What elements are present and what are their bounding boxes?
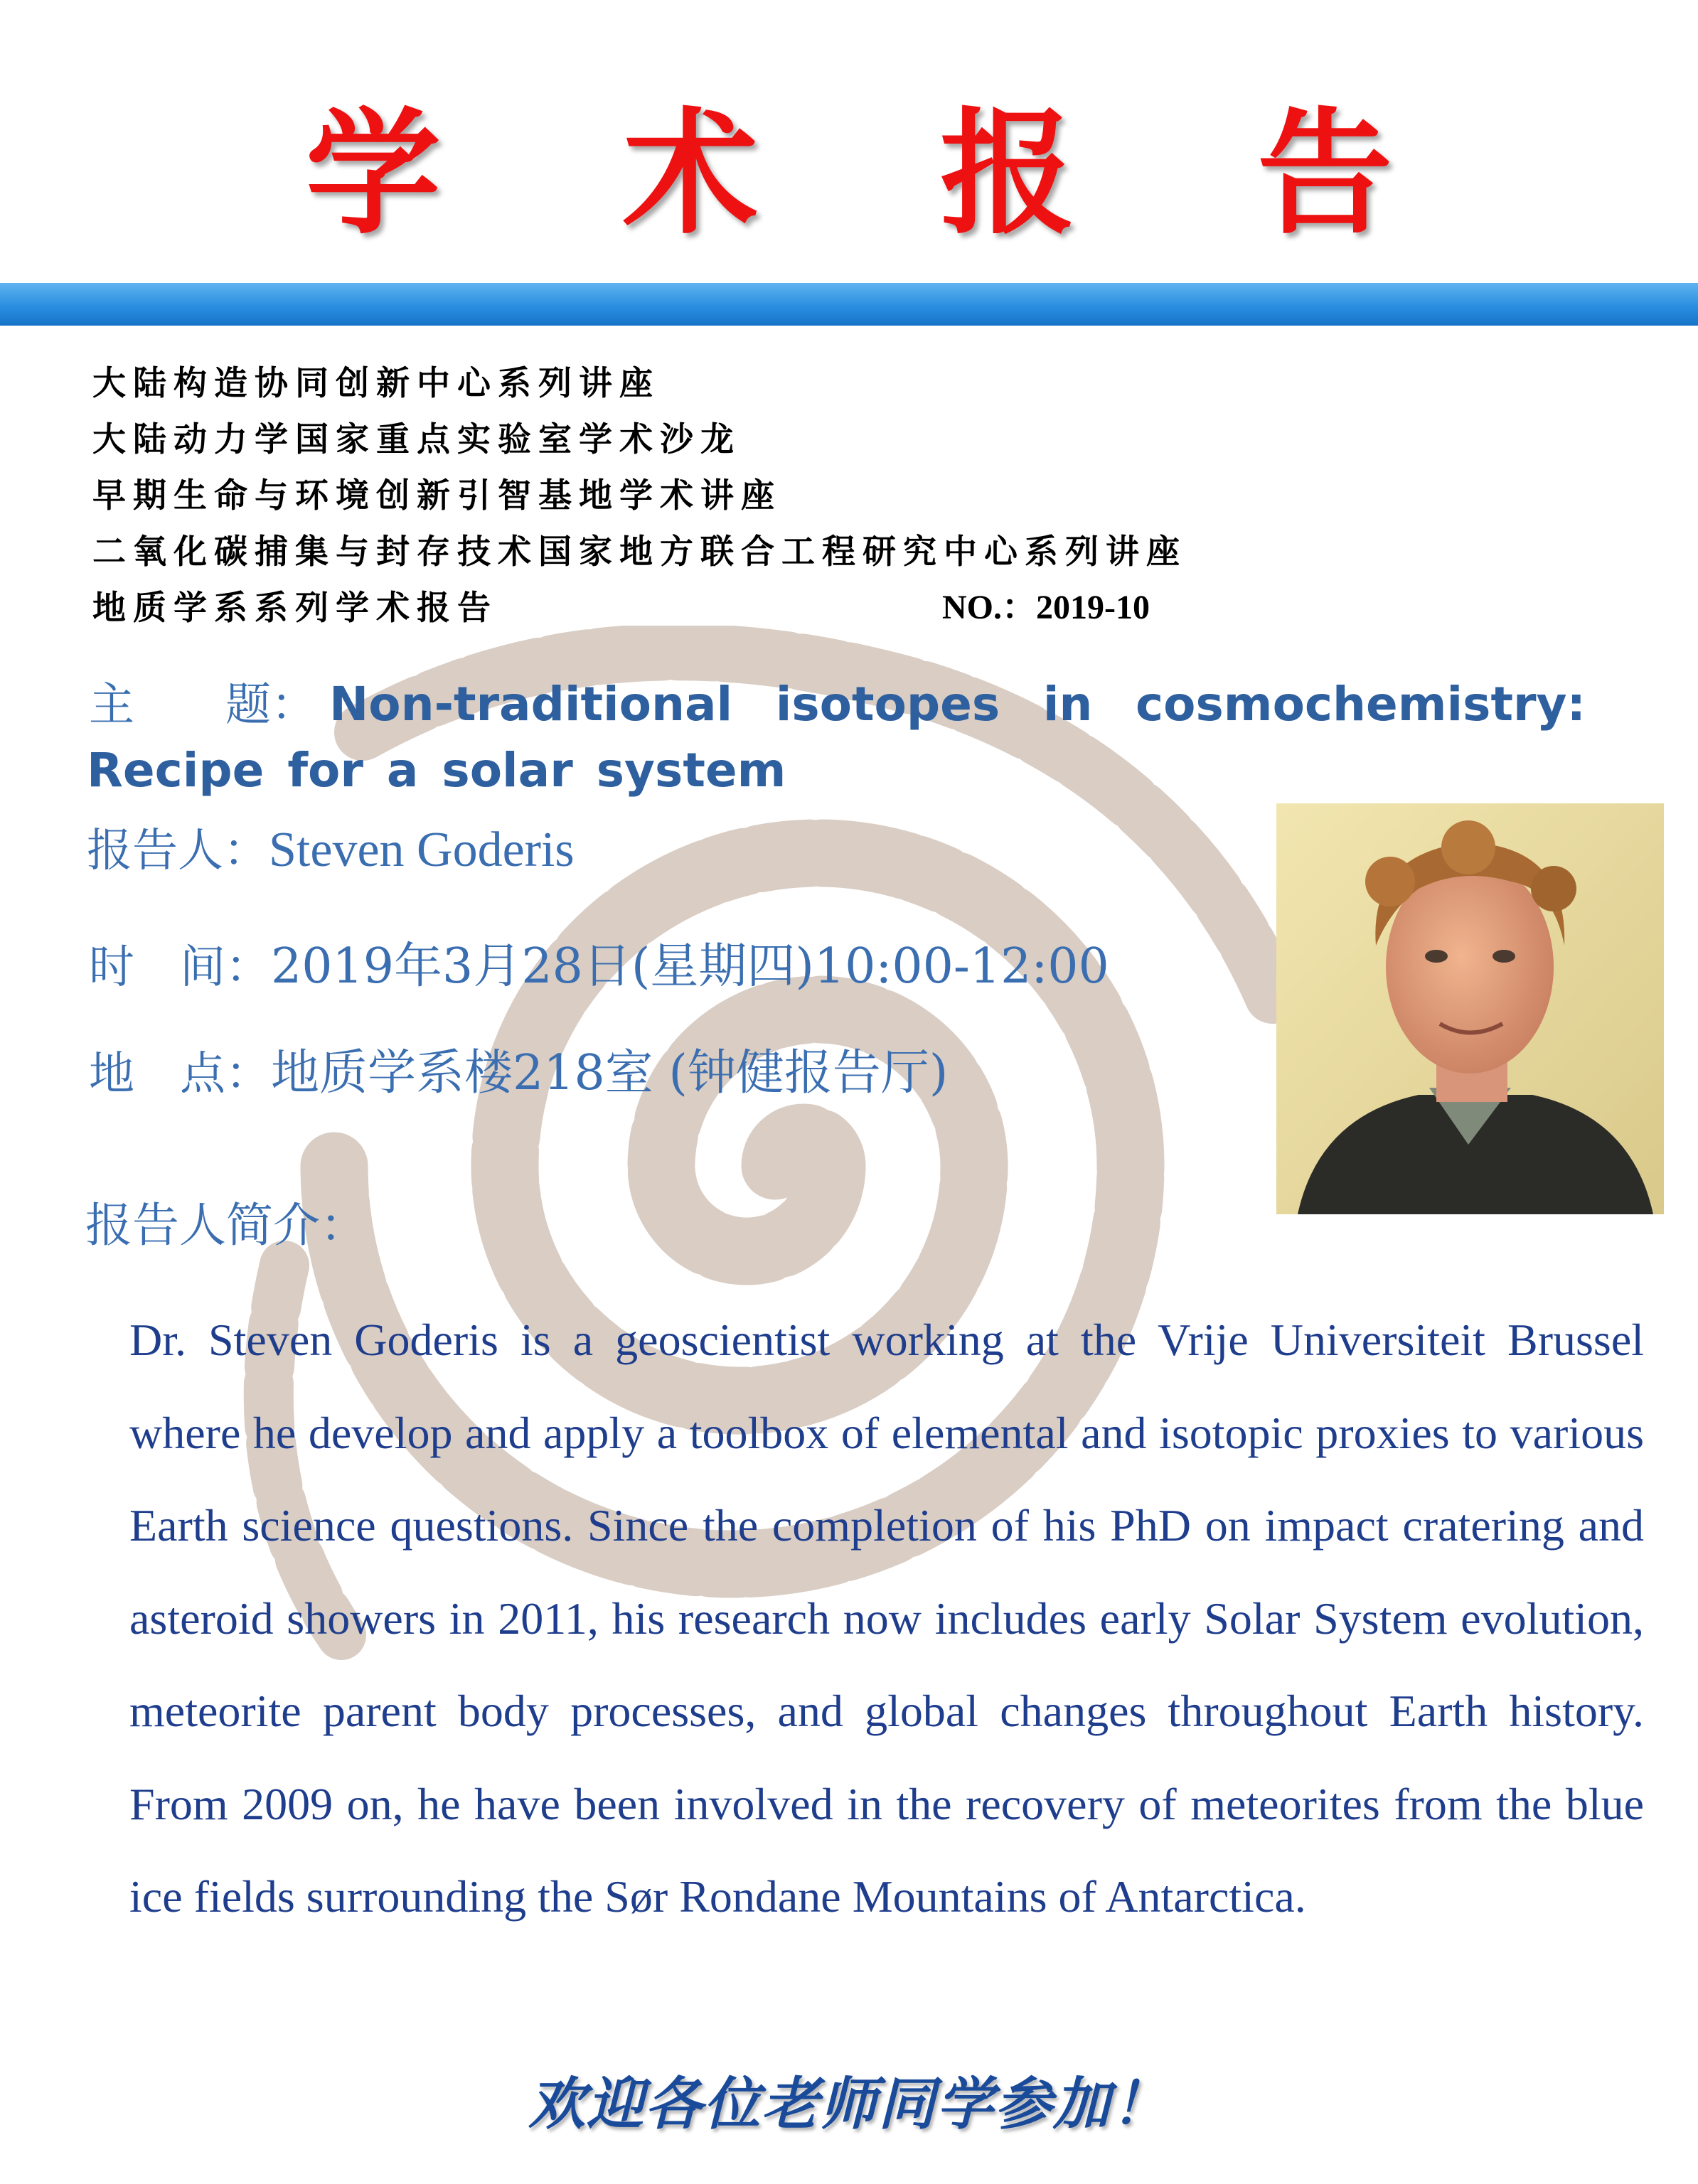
topic-title <box>329 677 1586 732</box>
time-value: 2019年3月28日(星期四)10:00-12:00 <box>271 938 1109 995</box>
header-band <box>0 283 1698 326</box>
speaker-name: Steven Goderis <box>269 823 575 877</box>
topic-word: cosmochemistry: <box>1136 677 1586 732</box>
speaker-label: 报告人： <box>87 825 269 877</box>
place-label: 地 点： <box>89 1048 271 1101</box>
topic-word: isotopes <box>775 677 1000 732</box>
place-row <box>89 1034 948 1103</box>
speaker-row <box>87 814 575 879</box>
series-line: 地质学系系列学术报告 <box>92 589 498 628</box>
topic-row <box>89 668 1586 734</box>
place-value: 地质学系楼218室 (钟健报告厅) <box>271 1045 949 1101</box>
topic-word: Non-traditional <box>329 677 733 732</box>
series-line: 大陆动力学国家重点实验室学术沙龙 <box>92 420 741 459</box>
poster-title: 学 术 报 告 <box>305 95 1461 252</box>
series-line: 早期生命与环境创新引智基地学术讲座 <box>92 476 781 515</box>
topic-title-line2: Recipe for a solar system <box>87 743 786 798</box>
bio-heading: 报告人简介： <box>85 1198 367 1253</box>
report-number: NO.：2019-10 <box>942 589 1150 626</box>
topic-label: 主 题： <box>89 679 316 732</box>
series-line: 大陆构造协同创新中心系列讲座 <box>92 364 660 403</box>
series-line: 二氧化碳捕集与封存技术国家地方联合工程研究中心系列讲座 <box>92 532 1187 572</box>
time-row <box>89 928 1109 997</box>
speaker-bio: Dr. Steven Goderis is a geoscientist working at the Vrije Universiteit Brussel where he develop and apply a toolbox of elemental and isotopic proxies to various Earth science questions. Since the completion of his PhD on impact cratering and asteroid showers in 2011, his research now includes early Solar System evolution, meteorite parent body processes, and global changes throughout Earth history. From 2009 on, he have been involved in the recovery of meteorites from the blue ice fields surrounding the Sør Rondane Mountains of Antarctica. <box>129 1315 1644 1922</box>
time-label: 时 间： <box>89 941 271 994</box>
portrait-icon <box>1276 803 1664 1214</box>
topic-word: in <box>1042 677 1093 732</box>
speaker-portrait-photo <box>1276 803 1664 1214</box>
welcome-message: 欢迎各位老师同学参加！ <box>528 2071 1170 2137</box>
